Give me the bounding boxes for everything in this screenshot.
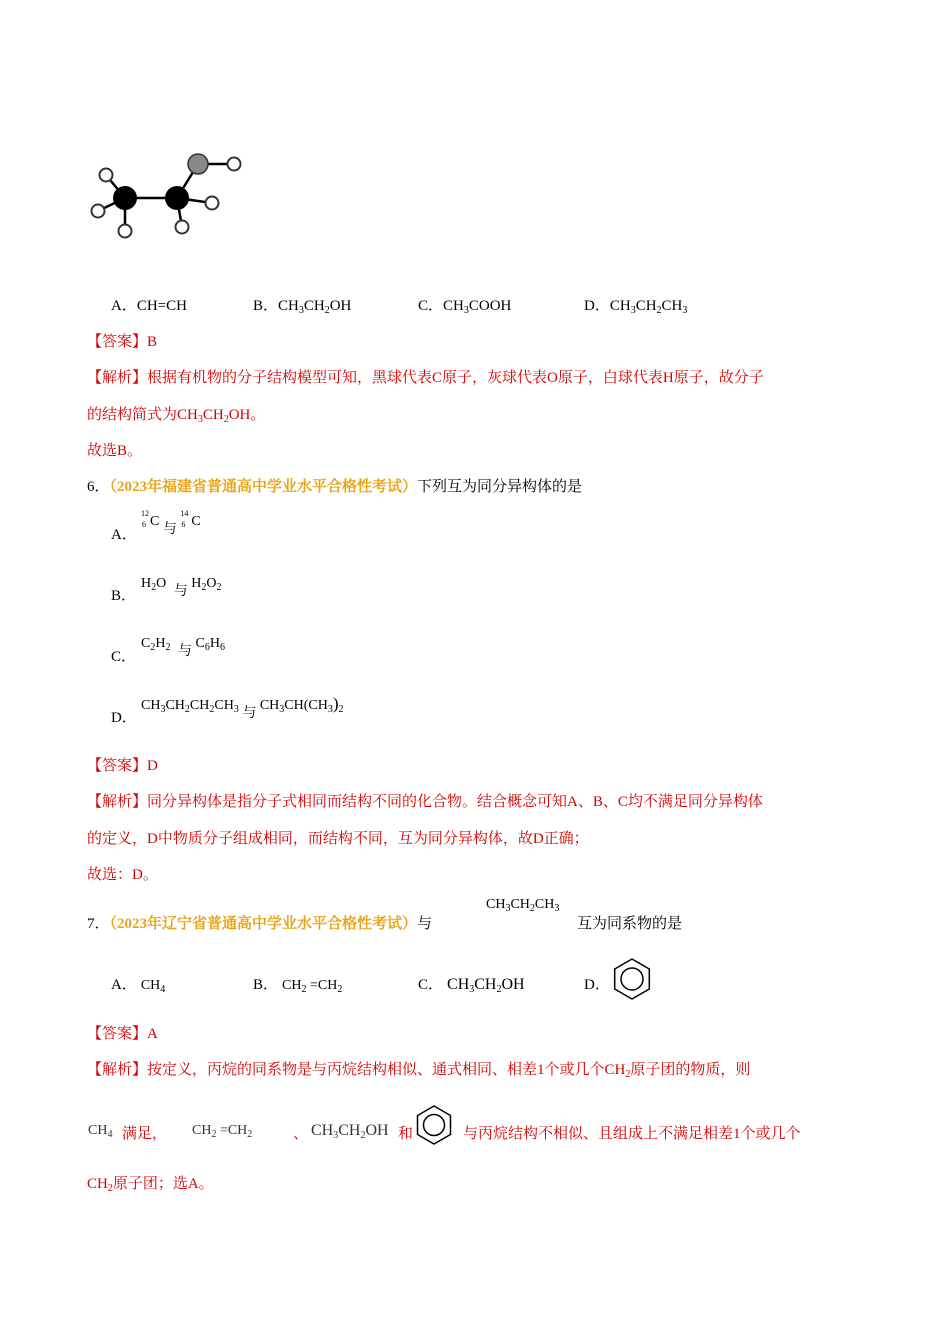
- q6-option-d-label: D．: [111, 710, 137, 726]
- q6-analysis-line1: 【解析】同分异构体是指分子式相同而结构不同的化合物。结合概念可知A、B、C均不满足同分异构体: [87, 794, 763, 810]
- q7-propane-formula: $CH_3CH_2CH_3$: [486, 897, 560, 914]
- q6-option-a-label: A．: [111, 527, 137, 543]
- q6-answer: 【答案】D: [87, 758, 158, 774]
- q5-option-a: A．CH=CH: [111, 298, 187, 314]
- q7-option-d-label: D．: [584, 977, 610, 993]
- q6-option-c-formula: $C_2H_2$ 与 $C_6H_6$: [141, 636, 225, 659]
- q7-analysis-he: 和: [398, 1126, 414, 1142]
- q6-conclusion: 故选：D。: [87, 867, 158, 883]
- q7-option-b: B． $CH_2 =CH_2$: [253, 977, 343, 995]
- q6-option-b-formula: $H_2O$ 与 $H_2O_2$: [141, 576, 222, 599]
- q7-stem-end: 互为同系物的是: [577, 916, 683, 932]
- q6-option-c-label: C．: [111, 649, 137, 665]
- carbon-atom: [165, 186, 189, 210]
- q6-option-d-formula: $CH_3CH_2CH_2CH_3$ 与 $CH_3CH(CH_3)_2$: [141, 694, 344, 721]
- q7-analysis-line1: 【解析】按定义，丙烷的同系物是与丙烷结构相似、通式相同、相差1个或几个$CH_2$原子团的物质，则: [87, 1062, 751, 1080]
- q7-answer: 【答案】A: [87, 1026, 158, 1042]
- q6-option-a-formula: 12 6 C 与 14 6 C: [141, 509, 201, 537]
- q6-analysis-line2: 的定义，D中物质分子组成相同，而结构不同，互为同分异构体，故D正确；: [87, 831, 589, 847]
- hydrogen-atom: [119, 225, 132, 238]
- q6-stem: 6．（2023年福建省普通高中学业水平合格性考试）下列互为同分异构体的是: [87, 479, 583, 495]
- q7-analysis-ch4: $CH_4$: [88, 1123, 113, 1140]
- hydrogen-atom: [176, 221, 189, 234]
- hydrogen-atom: [228, 158, 241, 171]
- oxygen-atom: [188, 154, 208, 174]
- q7-option-c: C． $CH_3CH_2OH$: [418, 976, 525, 995]
- q6-source: （2023年福建省普通高中学业水平合格性考试）: [109, 479, 418, 495]
- benzene-ring-icon: [610, 957, 654, 1001]
- q7-analysis-ethanol: $CH_3CH_2OH$: [311, 1122, 389, 1141]
- q7-analysis-dun: 、: [293, 1126, 309, 1142]
- hydrogen-atom: [92, 205, 105, 218]
- q7-option-a: A． $CH_4$: [111, 977, 166, 995]
- q5-answer: 【答案】B: [87, 334, 158, 350]
- q7-stem-start: 7．（2023年辽宁省普通高中学业水平合格性考试）与: [87, 916, 433, 932]
- q5-analysis-line1: 【解析】根据有机物的分子结构模型可知，黑球代表C原子，灰球代表O原子，白球代表H原子，故分子: [87, 370, 764, 386]
- carbon-atom: [113, 186, 137, 210]
- hydrogen-atom: [100, 169, 113, 182]
- q5-analysis-line2: 的结构简式为$CH_3CH_2OH$。: [87, 407, 266, 425]
- q5-option-d: D．$CH_3CH_2CH_3$: [584, 298, 688, 316]
- q7-analysis-tail: 与丙烷结构不相似、且组成上不满足相差1个或几个: [463, 1126, 801, 1142]
- ethanol-ball-stick-model: [85, 145, 255, 245]
- q7-analysis-ethene: $CH_2 =CH_2$: [192, 1123, 253, 1140]
- benzene-ring-icon: [413, 1104, 455, 1146]
- hydrogen-atom: [206, 197, 219, 210]
- q7-analysis-line3: $CH_2$原子团；选A。: [87, 1176, 214, 1194]
- q7-analysis-manzu: 满足，: [122, 1126, 168, 1142]
- q5-option-c: C．$CH_3COOH$: [418, 298, 512, 316]
- q5-option-b: B．$CH_3CH_2OH$: [253, 298, 352, 316]
- q7-source: （2023年辽宁省普通高中学业水平合格性考试）: [109, 916, 418, 932]
- q5-conclusion: 故选B。: [87, 443, 143, 459]
- q6-option-b-label: B．: [111, 588, 137, 604]
